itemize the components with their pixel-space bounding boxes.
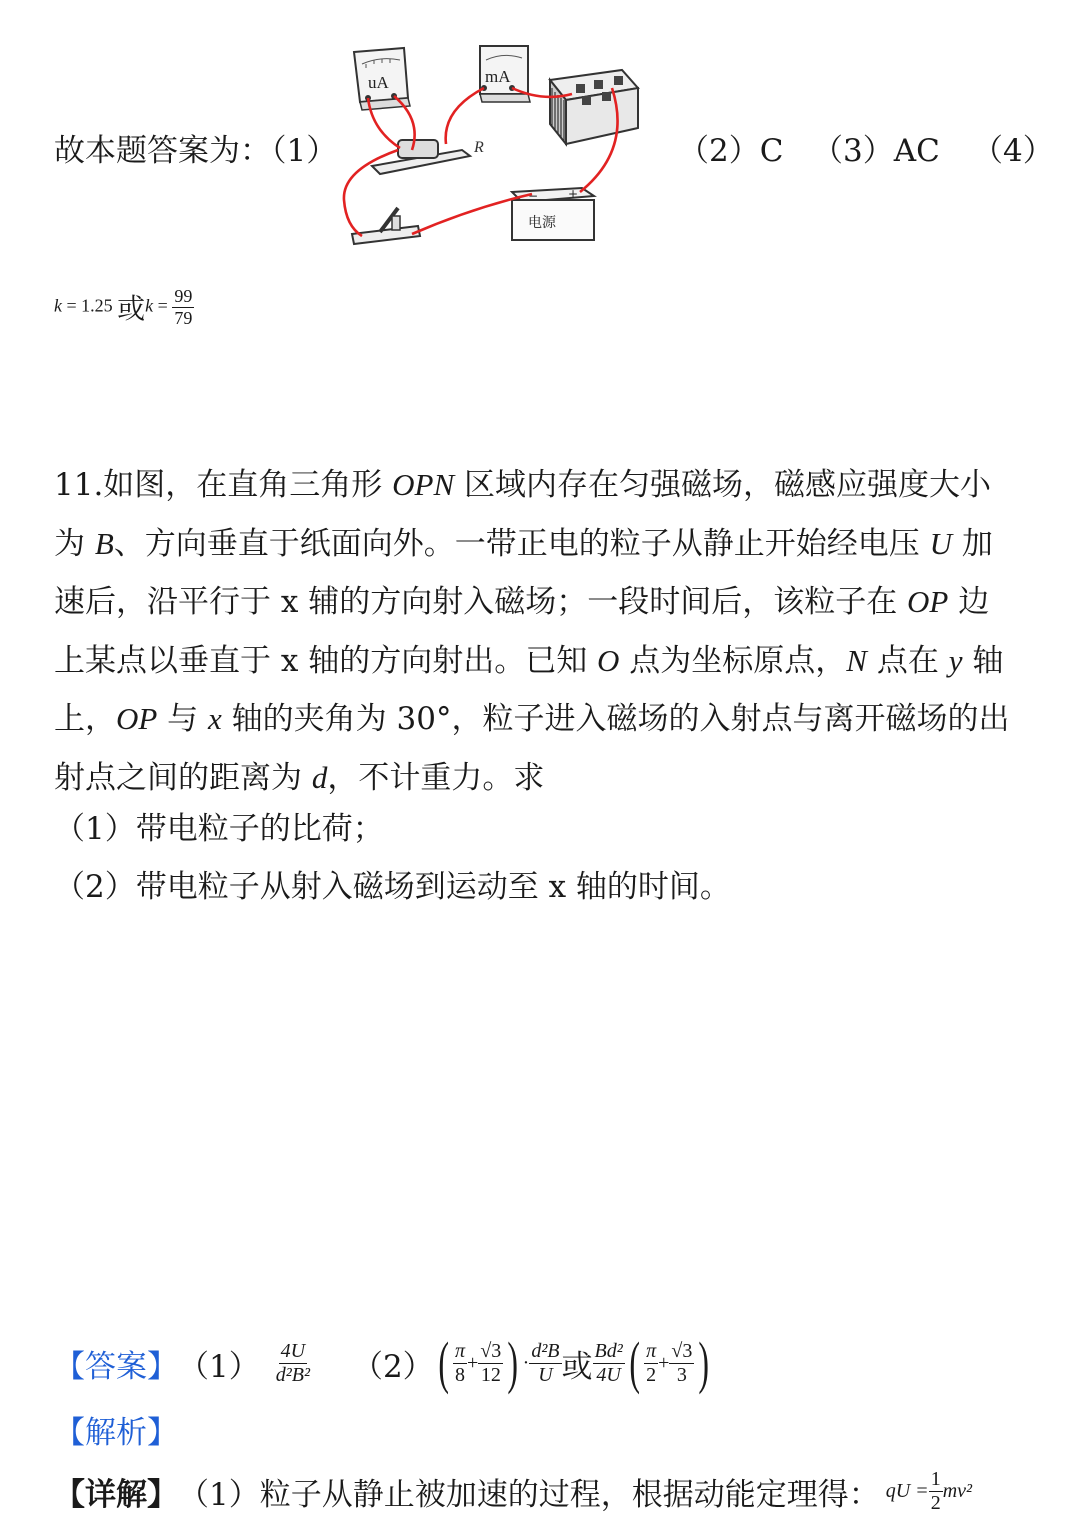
question-subparts: [54, 801, 731, 916]
question-line-6: 射点之间的距离为 d，不计重力。求: [54, 759, 545, 796]
milliammeter: [480, 46, 530, 102]
answer-part3: （3）AC: [812, 133, 940, 169]
answer-1-fraction: $\frac{4U}{\text{d²B²}}$: [275, 1339, 310, 1386]
meter1-label: uA: [368, 73, 389, 92]
switch: [352, 208, 420, 244]
subquestion-2: （2）带电粒子从射入磁场到运动至 x 轴的时间。: [54, 868, 731, 905]
svg-text:−: −: [528, 189, 539, 203]
question-line-1: 11.如图，在直角三角形 OPN 区域内存在匀强磁场，磁感应强度大小: [54, 467, 992, 503]
answer-line: 【答案】 （1） $\frac{4U}{\text{d²B²}}$ （2） ( $\frac{\pi}{8}$ + $\frac{√3}{12}$ ) · $\frac{\text{d²B}}{U}$ 或 $\frac{\text{Bd²}}{4U}$ ( $\frac{\pi}{2}$ + $\frac{√3}{3}$ ): [54, 1330, 710, 1395]
question-body: [54, 456, 1034, 807]
answer-prefix: 故本题答案为：（1）: [54, 133, 338, 169]
resistor: [372, 139, 484, 174]
meter2-label: mA: [485, 67, 511, 86]
analysis-label: 【解析】: [54, 1415, 178, 1451]
microammeter: [354, 48, 410, 110]
svg-text:+: +: [568, 187, 579, 201]
detail-line: 【详解】 （1）粒子从静止被加速的过程，根据动能定理得： qU = $\frac{1}{2}$ mv²: [54, 1468, 973, 1514]
resistor-label: R: [474, 139, 484, 156]
circuit-diagram: [332, 40, 642, 250]
resistance-box: [550, 70, 638, 144]
answer-part4: （4）: [972, 133, 1054, 169]
answer-label: 【答案】: [54, 1348, 178, 1385]
k-answer: k = 1.25 或k = $\frac{99}{79}$: [54, 286, 193, 328]
question-line-5: 上，OP 与 x 轴的夹角为 30°，粒子进入磁场的入射点与离开磁场的出: [54, 701, 1010, 737]
k-fraction: $\frac{99}{79}$: [174, 286, 193, 328]
subquestion-1: （1）带电粒子的比荷；: [54, 811, 384, 847]
question-line-2: 为 B、方向垂直于纸面向外。一带正电的粒子从静止开始经电压 U 加: [54, 525, 993, 562]
question-line-3: 速后，沿平行于 x 辅的方向射入磁场；一段时间后，该粒子在 OP 边: [54, 584, 990, 620]
answer-part2: （2）C: [678, 133, 784, 169]
source-label: 电源: [528, 215, 556, 231]
question-line-4: 上某点以垂直于 x 轴的方向射出。已知 O 点为坐标原点，N 点在 y 轴: [54, 642, 1004, 679]
